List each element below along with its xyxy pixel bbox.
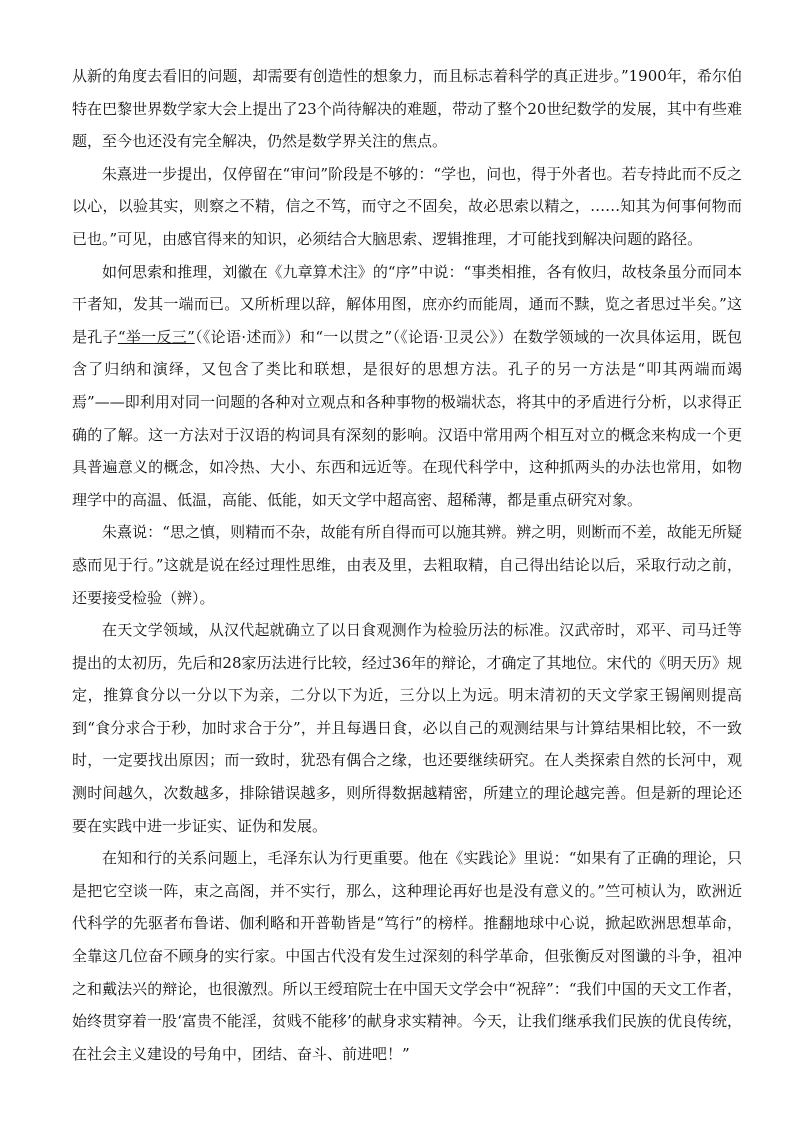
paragraph-liu-hui-text-a: 如何思索和推理，刘徽在《九章算术注》的“序”中说：“事类相推，各有攸归，故枝条虽分而同本干者知，发其一端而已。又所析理以辞，解体用图，庶亦约而能周，通而不黩，览之者思过半矣。”这是孔子 [72,262,742,346]
paragraph-zhu-xi-caution: 朱熹说：“思之慎，则精而不杂，故能有所自得而可以施其辨。辨之明，则断而不差，故能无所疑惑而见于行。”这就是说在经过理性思维，由表及里，去粗取精，自己得出结论以后，采取行动之前，还要接受检验（辨）。 [72,523,742,607]
paragraph-zhu-xi-inquiry: 朱熹进一步提出，仅停留在“审问”阶段是不够的：“学也，问也，得于外者也。若专持此而不反之以心，以验其实，则察之不精，信之不笃，而守之不固矣，故必思索以精之，……知其为何事何物而已也。”可见，由感官得来的知识，必须结合大脑思索、逻辑推理，才可能找到解决问题的路径。 [72,164,742,248]
underlined-quote: “举一反三” [117,327,195,346]
paragraph-knowledge-action: 在知和行的关系问题上，毛泽东认为行更重要。他在《实践论》里说：“如果有了正确的理论，只是把它空谈一阵，束之高阁，并不实行，那么，这种理论再好也是没有意义的。”竺可桢认为，欧洲近代科学的先驱者布鲁诺、伽利略和开普勒皆是“笃行”的榜样。推翻地球中心说，掀起欧洲思想革命，全靠这几位奋不顾身的实行家。中国古代没有发生过深刻的科学革命，但张衡反对图谶的斗争，祖冲之和戴法兴的辩论，也很激烈。所以王绶琯院士在中国天文学会中“祝辞”：“我们中国的天文工作者，始终贯穿着一股‘富贵不能淫，贫贱不能移’的献身求实精神。今天，让我们继承我们民族的优良传统，在社会主义建设的号角中，团结、奋斗、前进吧！” [72,849,742,1063]
paragraph-liu-hui-text-b: （《论语·述而》）和“一以贯之”（《论语·卫灵公》）在数学领域的一次具体运用，既包含了归纳和演绎，又包含了类比和联想，是很好的思想方法。孔子的另一方法是“叩其两端而竭焉”——即利用对同一问题的各种对立观点和各种事物的极端状态，将其中的矛盾进行分析，以求得正确的了解。这一方法对于汉语的构词具有深刻的影响。汉语中常用两个相互对立的概念来构成一个更具普遍意义的概念，如冷热、大小、东西和远近等。在现代科学中，这种抓两头的办法也常用，如物理学中的高温、低温，高能、低能，如天文学中超高密、超稀薄，都是重点研究对象。 [72,327,742,509]
paragraph-hilbert: 从新的角度去看旧的问题，却需要有创造性的想象力，而且标志着科学的真正进步。”1900年，希尔伯特在巴黎世界数学家大会上提出了23个尚待解决的难题，带动了整个20世纪数学的发展，其中有些难题，至今也还没有完全解决，仍然是数学界关注的焦点。 [72,67,742,151]
paragraph-astronomy: 在天文学领域，从汉代起就确立了以日食观测作为检验历法的标准。汉武帝时，邓平、司马迁等提出的太初历，先后和28家历法进行比较，经过36年的辩论，才确定了其地位。宋代的《明天历》规定，推算食分以一分以下为亲，二分以下为近，三分以上为远。明末清初的天文学家王锡阐则提高到“食分求合于秒，加时求合于分”，并且每遇日食，必以自己的观测结果与计算结果相比较，不一致时，一定要找出原因；而一致时，犹恐有偶合之缘，也还要继续研究。在人类探索自然的长河中，观测时间越久，次数越多，排除错误越多，则所得数据越精密，所建立的理论越完善。但是新的理论还要在实践中进一步证实、证伪和发展。 [72,621,742,835]
paragraph-liu-hui-reasoning [72,256,742,517]
document-body [72,60,742,1070]
